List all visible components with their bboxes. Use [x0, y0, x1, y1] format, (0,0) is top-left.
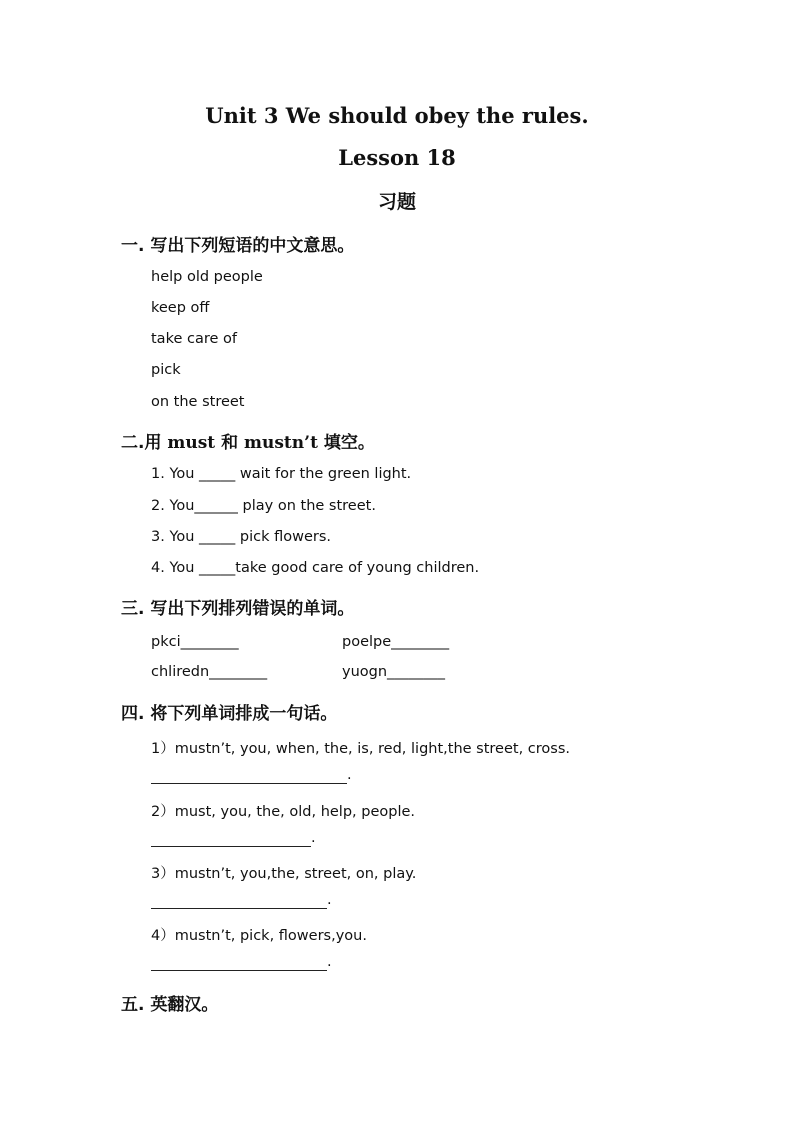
page-title: Unit 3 We should obey the rules.: [205, 103, 589, 128]
answer-period: .: [347, 767, 352, 783]
answer-line[interactable]: [151, 846, 311, 847]
phrase-item: on the street: [151, 394, 245, 410]
scrambled-word: poelpe________: [342, 634, 450, 650]
answer-line[interactable]: [151, 783, 347, 784]
lesson-title: Lesson 18: [338, 145, 456, 170]
section-2-heading: [121, 428, 375, 453]
sentence-words-item: 4）mustn’t, pick, flowers,you.: [151, 928, 367, 944]
section-2-heading-mid: 和: [215, 433, 245, 453]
scrambled-word: yuogn________: [342, 664, 446, 680]
section-2-heading-post: 填空。: [317, 433, 375, 453]
section-1-heading: 一. 写出下列短语的中文意思。: [121, 236, 355, 256]
exercise-subtitle: 习题: [377, 191, 416, 213]
answer-period: .: [327, 954, 332, 970]
phrase-item: take care of: [151, 331, 237, 347]
section-3-heading: 三. 写出下列排列错误的单词。: [121, 599, 355, 619]
phrase-item: keep off: [151, 300, 210, 316]
phrase-item: pick: [151, 362, 181, 378]
answer-period: .: [311, 830, 316, 846]
word-mustnt: mustn’t: [244, 433, 318, 453]
answer-period: .: [327, 892, 332, 908]
sentence-words-item: 2）must, you, the, old, help, people.: [151, 804, 416, 820]
section-2-heading-pre: 二.用: [121, 433, 168, 453]
section-4-heading: 四. 将下列单词排成一句话。: [121, 704, 338, 724]
fill-blank-item: 2. You______ play on the street.: [151, 498, 376, 514]
sentence-words-item: 1）mustn’t, you, when, the, is, red, light,the street, cross.: [151, 741, 571, 757]
sentence-words-item: 3）mustn’t, you,the, street, on, play.: [151, 866, 417, 882]
fill-blank-item: 3. You _____ pick flowers.: [151, 529, 332, 545]
word-must: must: [167, 433, 216, 453]
fill-blank-item: 4. You _____take good care of young children.: [151, 560, 480, 576]
section-5-heading: 五. 英翻汉。: [121, 995, 219, 1015]
answer-line[interactable]: [151, 908, 327, 909]
scrambled-word: pkci________: [151, 634, 239, 650]
answer-line[interactable]: [151, 970, 327, 971]
phrase-item: help old people: [151, 269, 263, 285]
fill-blank-item: 1. You _____ wait for the green light.: [151, 466, 412, 482]
scrambled-word: chliredn________: [151, 664, 268, 680]
